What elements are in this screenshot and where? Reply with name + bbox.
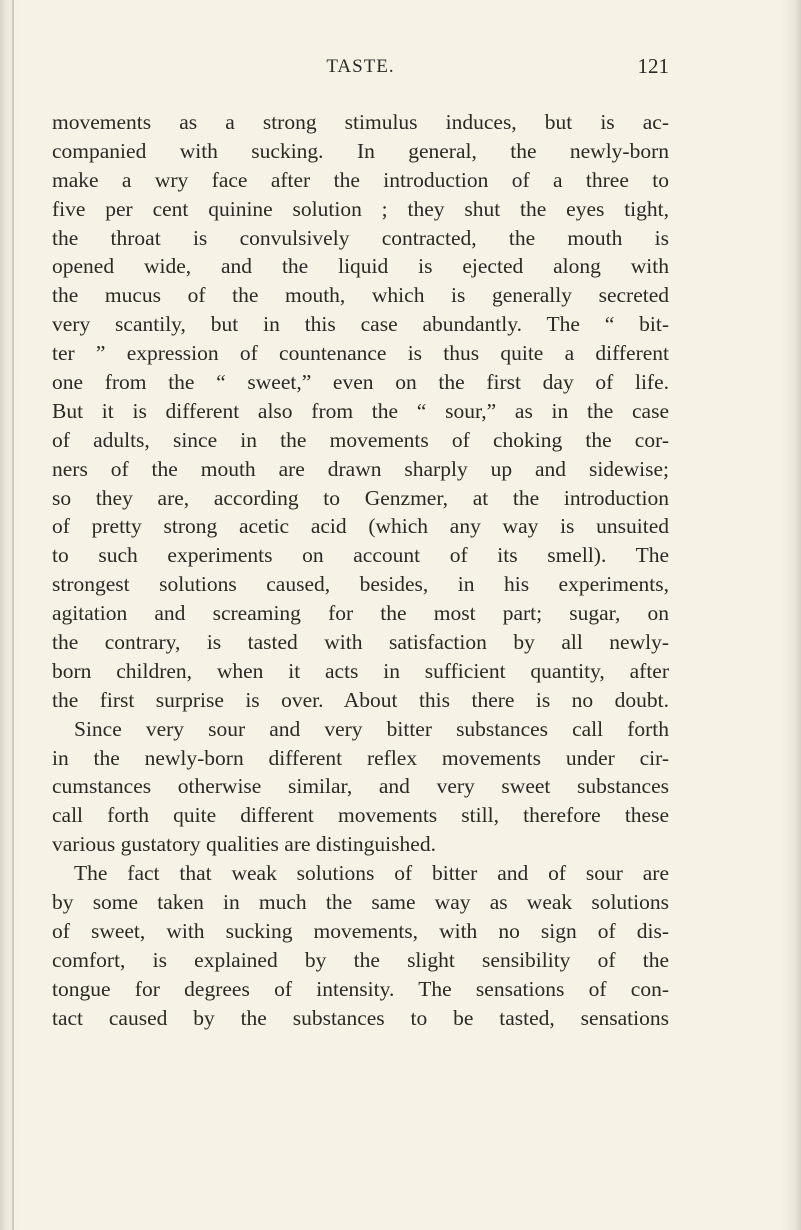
text-line: Since very sour and very bitter substances call forth [74, 716, 669, 741]
page-number: 121 [637, 54, 669, 78]
text-line: call forth quite different movements still, therefore these [52, 803, 669, 828]
text-line: of sweet, with sucking movements, with no sign of dis- [52, 918, 669, 943]
text-line: tact caused by the substances to be tasted, sensations [52, 1005, 669, 1030]
text-line: movements as a strong stimulus induces, but is ac- [52, 110, 669, 134]
running-head: TASTE. [326, 56, 395, 77]
text-line: the mucus of the mouth, which is generally secreted [52, 283, 669, 308]
text-line: in the newly-born different reflex movements under cir- [52, 745, 669, 770]
text-line: companied with sucking. In general, the newly-born [52, 138, 669, 163]
text-line: strongest solutions caused, besides, in his experiments, [52, 572, 669, 597]
text-line: the first surprise is over. About this there is no doubt. [52, 687, 669, 712]
text-line: five per cent quinine solution ; they shut the eyes tight, [52, 196, 669, 221]
body-text [52, 108, 669, 1033]
text-line: agitation and screaming for the most part; sugar, on [52, 601, 669, 626]
text-line: cumstances otherwise similar, and very sweet substances [52, 774, 669, 799]
text-line: of pretty strong acetic acid (which any way is unsuited [52, 514, 669, 539]
text-line: make a wry face after the introduction of a three to [52, 167, 669, 192]
page-header [52, 56, 669, 86]
text-line: born children, when it acts in sufficient quantity, after [52, 658, 669, 683]
text-line: opened wide, and the liquid is ejected along with [52, 254, 669, 279]
text-line: one from the “ sweet,” even on the first day of life. [52, 370, 669, 395]
text-line: comfort, is explained by the slight sensibility of the [52, 947, 669, 972]
text-line: But it is different also from the “ sour,” as in the case [52, 398, 669, 423]
text-line: to such experiments on account of its smell). The [52, 543, 669, 568]
text-line: so they are, according to Genzmer, at the introduction [52, 485, 669, 510]
text-line: ners of the mouth are drawn sharply up and sidewise; [52, 456, 669, 481]
text-line: the throat is convulsively contracted, the mouth is [52, 225, 669, 250]
text-line: The fact that weak solutions of bitter and of sour are [74, 861, 669, 886]
text-line: the contrary, is tasted with satisfaction by all newly- [52, 630, 669, 655]
text-line: various gustatory qualities are distinguished. [52, 832, 436, 857]
binding-gutter [12, 0, 14, 1230]
text-line: ter ” expression of countenance is thus quite a different [52, 341, 669, 366]
text-line: very scantily, but in this case abundantly. The “ bit- [52, 312, 669, 337]
text-line: of adults, since in the movements of choking the cor- [52, 427, 669, 452]
text-line: by some taken in much the same way as weak solutions [52, 890, 669, 915]
text-line: tongue for degrees of intensity. The sensations of con- [52, 976, 669, 1001]
